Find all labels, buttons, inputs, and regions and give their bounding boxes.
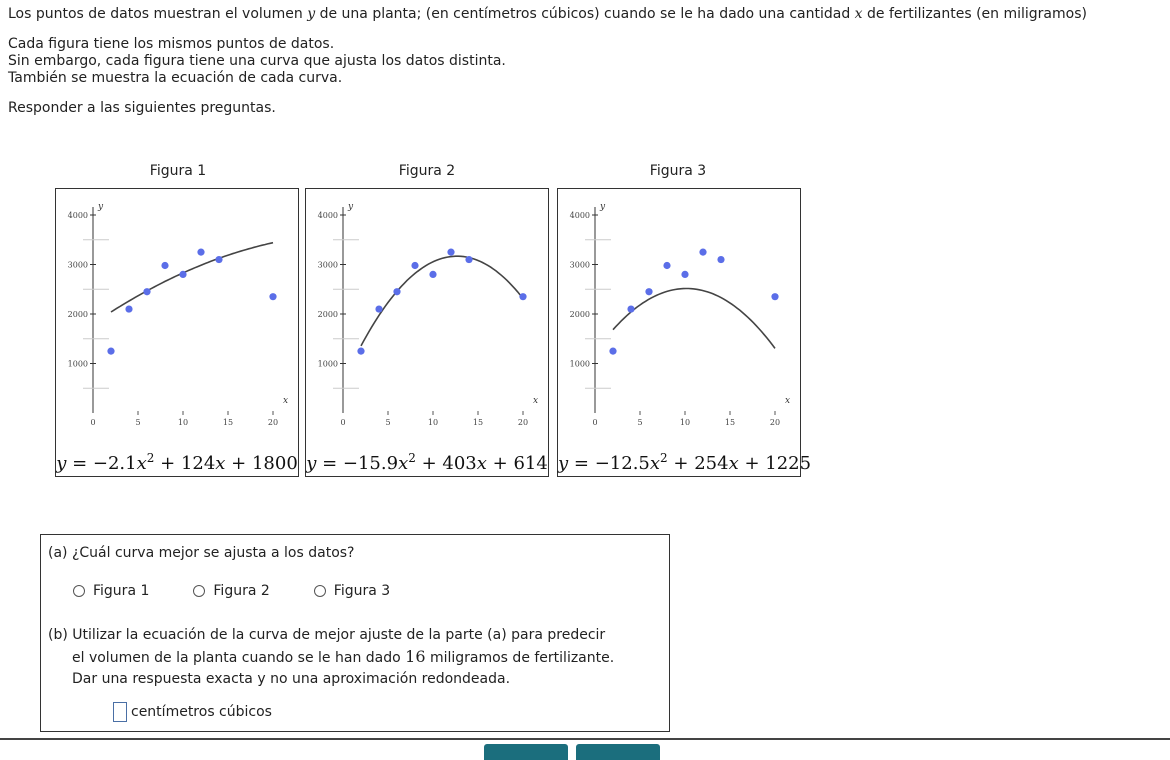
y-tick-label: 2000 xyxy=(317,310,338,319)
option-figura-2[interactable]: Figura 2 xyxy=(193,583,269,599)
fit-curve xyxy=(361,256,523,346)
data-point xyxy=(197,249,204,256)
figure-3-equation: $y = -12.5x^2 + 254x + 1225$ xyxy=(558,451,812,474)
y-tick-label: 3000 xyxy=(67,260,88,270)
data-point xyxy=(519,293,526,300)
intro-line-4: También se muestra la ecuación de cada curva. xyxy=(8,70,343,86)
problem-intro xyxy=(8,6,1168,117)
radio-icon[interactable] xyxy=(73,585,85,597)
answer-unit: centímetros cúbicos xyxy=(131,704,272,720)
data-point xyxy=(375,305,382,312)
x-tick-label: 15 xyxy=(472,418,484,427)
intro-line-2: Cada figura tiene los mismos puntos de datos. xyxy=(8,36,335,52)
figure-2-panel xyxy=(305,188,549,477)
data-point xyxy=(645,288,652,295)
data-point xyxy=(269,293,276,300)
x-axis-label: x xyxy=(785,396,791,406)
y-tick-label: 2000 xyxy=(67,310,88,319)
data-point xyxy=(771,293,778,300)
data-point xyxy=(429,271,436,278)
data-point xyxy=(411,262,418,269)
answer-input[interactable] xyxy=(113,702,127,722)
y-axis-label: y xyxy=(600,202,606,212)
figure-1-title: Figura 1 xyxy=(149,163,207,179)
option-figura-3[interactable]: Figura 3 xyxy=(314,583,390,599)
fit-curve xyxy=(111,243,273,312)
x-tick-label: 15 xyxy=(724,418,736,427)
data-point xyxy=(357,348,364,355)
figure-2-equation: $y = -15.9x^2 + 403x + 614$ xyxy=(306,451,548,474)
intro-line-5: Responder a las siguientes preguntas. xyxy=(8,100,276,116)
data-point xyxy=(609,348,616,355)
y-tick-label: 1000 xyxy=(569,359,590,369)
y-tick-label: 1000 xyxy=(67,359,88,369)
x-tick-label: 0 xyxy=(90,418,96,427)
y-tick-label: 4000 xyxy=(317,211,338,220)
data-point xyxy=(663,262,670,269)
x-axis-label: x xyxy=(283,396,289,406)
x-tick-label: 0 xyxy=(340,418,346,427)
x-tick-label: 10 xyxy=(177,418,189,427)
data-point xyxy=(465,256,472,263)
figure-2-chart xyxy=(306,189,548,439)
answer-row xyxy=(113,702,272,722)
data-point xyxy=(447,249,454,256)
intro-line-3: Sin embargo, cada figura tiene una curva que ajusta los datos distinta. xyxy=(8,53,506,69)
data-point xyxy=(107,348,114,355)
figure-1-chart xyxy=(56,189,298,439)
y-tick-label: 4000 xyxy=(67,211,88,220)
question-box xyxy=(40,534,670,732)
x-tick-label: 20 xyxy=(267,418,279,427)
data-point xyxy=(143,288,150,295)
x-tick-label: 15 xyxy=(222,418,234,427)
question-a-label: (a) ¿Cuál curva mejor se ajusta a los datos? xyxy=(48,545,355,561)
x-tick-label: 5 xyxy=(637,418,643,427)
data-point xyxy=(161,262,168,269)
radio-icon[interactable] xyxy=(314,585,326,597)
figure-2-title: Figura 2 xyxy=(398,163,456,179)
figure-3-title: Figura 3 xyxy=(649,163,707,179)
figure-3-panel xyxy=(557,188,812,477)
figure-1-panel xyxy=(55,188,299,477)
footer-button-1[interactable] xyxy=(484,744,568,760)
y-tick-label: 1000 xyxy=(317,359,338,369)
x-tick-label: 20 xyxy=(517,418,529,427)
y-tick-label: 3000 xyxy=(569,260,590,270)
y-axis-label: y xyxy=(98,202,104,212)
option-figura-1[interactable]: Figura 1 xyxy=(73,583,149,599)
intro-line-1: Los puntos de datos muestran el volumen y de una planta; (en centímetros cúbicos) cuando se le ha dado una cantidad x de fertilizantes (en miligramos) xyxy=(8,6,1087,22)
fit-curve xyxy=(613,289,775,349)
question-b-text: (b) Utilizar la ecuación de la curva de mejor ajuste de la parte (a) para predecir el volumen de la planta cuando se le han dado 16 miligramos de fertilizante. Dar una respuesta exacta y no una aproximación redondeada. xyxy=(48,627,615,687)
footer-button-2[interactable] xyxy=(576,744,660,760)
x-tick-label: 5 xyxy=(385,418,391,427)
data-point xyxy=(717,256,724,263)
radio-icon[interactable] xyxy=(193,585,205,597)
data-point xyxy=(699,249,706,256)
x-tick-label: 10 xyxy=(679,418,691,427)
data-point xyxy=(179,271,186,278)
figure-3-chart xyxy=(558,189,800,439)
y-axis-label: y xyxy=(348,202,354,212)
question-a-options xyxy=(73,583,434,599)
x-tick-label: 0 xyxy=(592,418,598,427)
data-point xyxy=(393,288,400,295)
y-tick-label: 3000 xyxy=(317,260,338,270)
x-tick-label: 10 xyxy=(427,418,439,427)
figure-1-equation: $y = -2.1x^2 + 124x + 1800$ xyxy=(56,451,298,474)
data-point xyxy=(125,305,132,312)
x-axis-label: x xyxy=(533,396,539,406)
data-point xyxy=(215,256,222,263)
x-tick-label: 5 xyxy=(135,418,141,427)
data-point xyxy=(627,305,634,312)
data-point xyxy=(681,271,688,278)
y-tick-label: 2000 xyxy=(569,310,590,319)
x-tick-label: 20 xyxy=(769,418,781,427)
y-tick-label: 4000 xyxy=(569,211,590,220)
